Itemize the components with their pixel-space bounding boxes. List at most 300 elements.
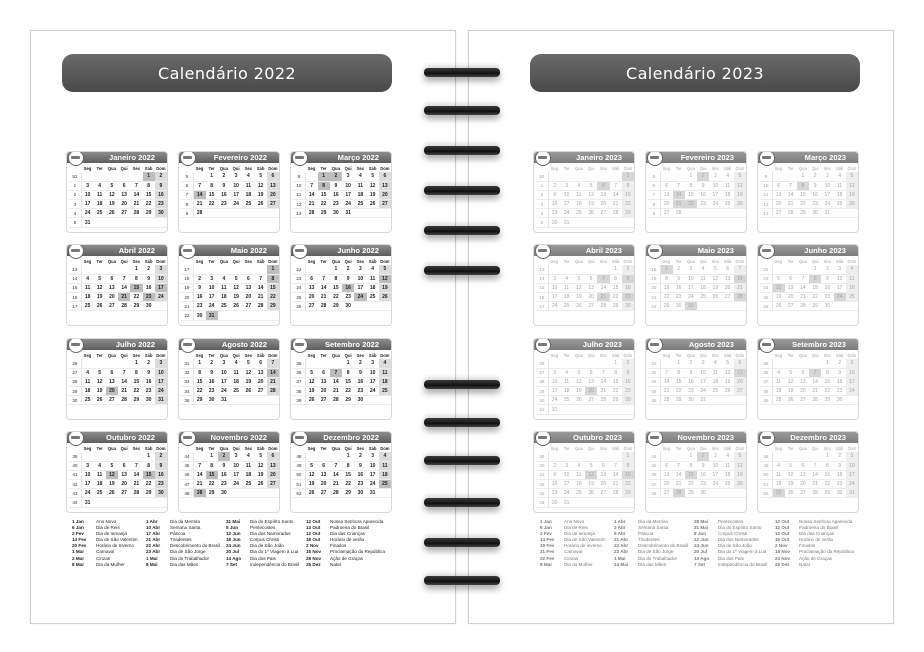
day-cell: 7: [809, 461, 821, 470]
holiday-date: 12 Jun: [226, 531, 241, 537]
day-cell: [242, 311, 254, 320]
weekday-header: Sex: [711, 258, 719, 264]
day-cell: 2: [206, 359, 218, 368]
month-calendar: [290, 431, 392, 513]
day-cell: 20: [106, 293, 118, 302]
weekday-header: Sáb: [256, 445, 265, 451]
week-number: 36: [293, 368, 305, 377]
day-cell: [797, 359, 809, 368]
week-number: 44: [536, 498, 548, 507]
holiday-name: Páscoa: [170, 531, 186, 537]
week-number: 39: [760, 396, 772, 405]
holiday-name: Finados: [330, 543, 347, 549]
day-cell: 8: [130, 274, 142, 283]
day-cell: 1: [685, 172, 697, 181]
day-cell: 12: [106, 470, 118, 479]
day-cell: 4: [218, 274, 230, 283]
day-cell: [354, 209, 366, 218]
day-cell: 18: [242, 190, 254, 199]
day-cell: 17: [155, 283, 167, 292]
day-cell: 9: [673, 274, 685, 283]
holiday-row: [226, 562, 299, 568]
weekday-header: Dom: [268, 258, 278, 264]
weekday-header: Sex: [244, 352, 253, 358]
day-cell: 28: [797, 302, 809, 311]
day-cell: 11: [697, 274, 709, 283]
day-cell: 13: [585, 283, 597, 292]
holiday-name: Dia de São Valentim: [96, 537, 138, 543]
day-cell: 26: [709, 293, 721, 302]
day-cell: 19: [379, 283, 391, 292]
day-cell: 24: [367, 480, 379, 489]
weekday-header: Ter: [208, 258, 215, 264]
day-cell: 11: [94, 470, 106, 479]
day-cell: [585, 498, 597, 507]
day-cell: 16: [155, 470, 167, 479]
day-cell: 2: [342, 265, 354, 274]
month-calendar: [533, 244, 635, 326]
day-cell: [585, 172, 597, 181]
day-cell: 18: [561, 387, 573, 396]
day-cell: [118, 359, 130, 368]
day-cell: 2: [685, 359, 697, 368]
day-cell: 4: [81, 368, 93, 377]
day-cell: [81, 265, 93, 274]
week-number: 1: [69, 181, 81, 190]
day-cell: [106, 452, 118, 461]
day-cell: [846, 396, 858, 405]
day-cell: 16: [218, 470, 230, 479]
day-cell: 26: [94, 396, 106, 405]
day-cell: 27: [318, 489, 330, 498]
holiday-date: 23 Nov: [775, 555, 791, 561]
day-cell: 24: [218, 387, 230, 396]
holiday-column: [146, 519, 220, 568]
day-cell: 2: [834, 359, 846, 368]
day-cell: 7: [785, 181, 797, 190]
day-cell: 24: [155, 293, 167, 302]
weekday-header: Qua: [574, 352, 583, 358]
day-cell: 18: [709, 377, 721, 386]
day-cell: 16: [155, 190, 167, 199]
day-cell: 4: [772, 461, 784, 470]
day-cell: [548, 359, 560, 368]
day-cell: [785, 265, 797, 274]
day-cell: 3: [367, 452, 379, 461]
day-cell: 18: [81, 293, 93, 302]
holiday-name: Dia do Espírito Santo: [718, 525, 762, 531]
day-cell: 9: [354, 461, 366, 470]
day-cell: 28: [130, 209, 142, 218]
weekday-header: Qua: [686, 352, 695, 358]
holiday-name: Dia de São João: [250, 543, 284, 549]
day-cell: 23: [155, 480, 167, 489]
week-number: 27: [536, 368, 548, 377]
day-cell: 15: [342, 470, 354, 479]
day-cell: 4: [94, 181, 106, 190]
weekday-header: Seg: [550, 165, 559, 171]
day-cell: 20: [797, 387, 809, 396]
day-cell: 2: [697, 452, 709, 461]
day-cell: 27: [267, 200, 279, 209]
day-cell: 13: [118, 470, 130, 479]
day-cell: 18: [354, 190, 366, 199]
weekday-header: Sex: [599, 165, 607, 171]
day-cell: 1: [809, 265, 821, 274]
day-cell: 20: [585, 293, 597, 302]
week-number: 46: [648, 470, 660, 479]
day-cell: [597, 498, 609, 507]
day-cell: 17: [230, 190, 242, 199]
week-number: 5: [69, 218, 81, 227]
day-cell: 21: [193, 200, 205, 209]
day-cell: 9: [622, 274, 634, 283]
holiday-name: Semana Santa: [638, 525, 669, 531]
day-cell: 9: [143, 274, 155, 283]
day-cell: 8: [267, 274, 279, 283]
day-cell: 22: [809, 293, 821, 302]
day-cell: 21: [118, 293, 130, 302]
holiday-date: 1 Mai: [146, 555, 158, 561]
day-cell: 5: [734, 452, 746, 461]
holiday-name: Carnaval: [96, 549, 115, 555]
day-cell: 20: [379, 190, 391, 199]
day-cell: 26: [255, 200, 267, 209]
day-cell: 16: [548, 480, 560, 489]
day-cell: 30: [218, 489, 230, 498]
week-number: 51: [760, 480, 772, 489]
holiday-date: 25 Dez: [775, 561, 790, 567]
day-cell: 14: [597, 283, 609, 292]
holiday-name: Dia de Iemanjá: [96, 531, 127, 537]
day-cell: 24: [561, 209, 573, 218]
day-cell: 25: [834, 200, 846, 209]
day-cell: 5: [785, 461, 797, 470]
day-cell: [585, 405, 597, 414]
month-table: [181, 164, 279, 218]
weekday-header: Ter: [208, 352, 215, 358]
day-cell: 18: [81, 387, 93, 396]
weekday-header: Dom: [623, 165, 633, 171]
day-cell: 28: [118, 396, 130, 405]
day-cell: 2: [622, 265, 634, 274]
week-number: 39: [69, 452, 81, 461]
weekday-header: Seg: [307, 352, 316, 358]
day-cell: 10: [230, 461, 242, 470]
holiday-date: 2 Nov: [306, 543, 319, 549]
week-number: 35: [181, 396, 193, 405]
day-cell: [585, 452, 597, 461]
weekday-header: Dom: [847, 258, 857, 264]
weekday-header: Qui: [344, 445, 352, 451]
holiday-date: 13 Ago: [694, 555, 710, 561]
day-cell: [597, 218, 609, 227]
day-cell: 25: [772, 396, 784, 405]
day-cell: 1: [267, 265, 279, 274]
weekday-header: Seg: [195, 352, 204, 358]
day-cell: 10: [548, 377, 560, 386]
month-calendar: [645, 244, 747, 326]
day-cell: 25: [772, 489, 784, 498]
holiday-date: 8 Mai: [146, 561, 158, 567]
day-cell: 16: [143, 377, 155, 386]
weekday-header: Seg: [83, 258, 92, 264]
day-cell: 4: [834, 172, 846, 181]
day-cell: 7: [130, 461, 142, 470]
holiday-date: 28 Mai: [694, 519, 709, 524]
day-cell: 19: [585, 480, 597, 489]
day-cell: 5: [573, 274, 585, 283]
day-cell: 11: [573, 470, 585, 479]
weekday-header: Seg: [307, 258, 316, 264]
day-cell: 9: [218, 461, 230, 470]
day-cell: 3: [218, 359, 230, 368]
day-cell: 1: [130, 359, 142, 368]
week-number: 51: [293, 480, 305, 489]
day-cell: [573, 405, 585, 414]
weekday-header: Dom: [156, 165, 166, 171]
day-cell: [610, 405, 622, 414]
holiday-date: 1 Jan: [72, 519, 84, 524]
month-calendar: [533, 338, 635, 420]
day-cell: 12: [722, 368, 734, 377]
weekday-header: Ter: [96, 258, 103, 264]
week-number: 44: [648, 452, 660, 461]
week-number: 6: [181, 181, 193, 190]
day-cell: 3: [548, 368, 560, 377]
weekday-header: Ter: [320, 352, 327, 358]
holiday-name: Ação de Graças: [799, 555, 832, 561]
weekday-header: Sáb: [835, 258, 844, 264]
day-cell: 8: [342, 461, 354, 470]
day-cell: 5: [585, 461, 597, 470]
day-cell: 30: [622, 302, 634, 311]
holiday-date: 1 Mai: [614, 555, 626, 561]
day-cell: 4: [709, 359, 721, 368]
day-cell: 13: [106, 377, 118, 386]
weekday-header: Qua: [574, 165, 583, 171]
day-cell: 7: [330, 461, 342, 470]
holiday-name: Independência do Brasil: [718, 561, 768, 567]
weekday-header: Qui: [344, 352, 352, 358]
day-cell: 19: [230, 293, 242, 302]
day-cell: 29: [267, 302, 279, 311]
weekday-header: Sex: [356, 352, 365, 358]
weekday-header: Sáb: [368, 445, 377, 451]
day-cell: 8: [660, 274, 672, 283]
day-cell: 31: [206, 311, 218, 320]
week-number: 27: [69, 368, 81, 377]
day-cell: 3: [548, 274, 560, 283]
day-cell: 21: [193, 480, 205, 489]
holiday-name: Pentecostes: [250, 525, 276, 531]
month-table: [69, 444, 167, 508]
day-cell: 6: [597, 461, 609, 470]
day-cell: 18: [367, 283, 379, 292]
week-number: 48: [760, 452, 772, 461]
day-cell: 17: [354, 283, 366, 292]
weekday-header: Ter: [563, 165, 570, 171]
day-cell: 22: [610, 387, 622, 396]
day-cell: 12: [379, 274, 391, 283]
day-cell: 8: [797, 181, 809, 190]
day-cell: 16: [697, 470, 709, 479]
day-cell: 27: [106, 302, 118, 311]
holiday-date: 21 Abr: [146, 537, 161, 543]
weekday-header: Ter: [675, 258, 682, 264]
day-cell: 18: [834, 190, 846, 199]
holiday-name: Dia dos Namorados: [250, 531, 291, 537]
day-cell: 7: [597, 368, 609, 377]
day-cell: 15: [610, 283, 622, 292]
day-cell: 27: [722, 293, 734, 302]
weekday-header: Seg: [550, 445, 559, 451]
day-cell: 26: [305, 489, 317, 498]
day-cell: 1: [622, 172, 634, 181]
day-cell: 6: [772, 181, 784, 190]
week-number: 21: [648, 293, 660, 302]
day-cell: 27: [785, 302, 797, 311]
weekday-header: Ter: [96, 445, 103, 451]
day-cell: 15: [660, 283, 672, 292]
weekday-header: Sáb: [368, 165, 377, 171]
holiday-name: Padroeira do Brasil: [799, 525, 839, 531]
day-cell: 24: [709, 480, 721, 489]
holiday-date: 19 Fev: [540, 543, 555, 549]
day-cell: 5: [106, 461, 118, 470]
month-calendar: [757, 338, 859, 420]
day-cell: 21: [130, 480, 142, 489]
weekday-header: Qui: [232, 352, 240, 358]
day-cell: 8: [821, 368, 833, 377]
binding-ring: [424, 226, 500, 235]
month-title: Janeiro 2023: [534, 152, 634, 163]
day-cell: 29: [610, 302, 622, 311]
day-cell: 21: [267, 377, 279, 386]
day-cell: 11: [218, 283, 230, 292]
week-number: 31: [181, 359, 193, 368]
day-cell: 17: [206, 293, 218, 302]
week-number: 9: [181, 209, 193, 218]
weekday-header: Qua: [798, 445, 807, 451]
day-cell: 5: [305, 461, 317, 470]
day-cell: 16: [685, 377, 697, 386]
week-number: 4: [69, 209, 81, 218]
day-cell: 29: [622, 209, 634, 218]
day-cell: 23: [193, 302, 205, 311]
weekday-header: Seg: [550, 258, 559, 264]
day-cell: 14: [118, 283, 130, 292]
day-cell: 10: [709, 181, 721, 190]
holiday-name: Dia das Mães: [170, 561, 199, 567]
day-cell: 24: [155, 387, 167, 396]
day-cell: 23: [834, 387, 846, 396]
day-cell: [573, 452, 585, 461]
holiday-date: 15 Nov: [306, 549, 322, 555]
day-cell: 24: [697, 387, 709, 396]
day-cell: 30: [143, 396, 155, 405]
day-cell: 9: [548, 470, 560, 479]
day-cell: 20: [242, 293, 254, 302]
day-cell: 22: [610, 293, 622, 302]
day-cell: [734, 302, 746, 311]
week-number: 28: [536, 377, 548, 386]
day-cell: 5: [379, 265, 391, 274]
holiday-name: Padroeira do Brasil: [330, 525, 370, 531]
week-number: 13: [293, 209, 305, 218]
day-cell: 14: [118, 377, 130, 386]
day-cell: 30: [548, 218, 560, 227]
holiday-date: 1 Abr: [146, 519, 158, 524]
day-cell: 3: [342, 172, 354, 181]
day-cell: 9: [548, 190, 560, 199]
day-cell: 1: [660, 265, 672, 274]
day-cell: 22: [821, 480, 833, 489]
day-cell: 14: [330, 470, 342, 479]
week-number: 17: [69, 302, 81, 311]
month-calendar: [290, 244, 392, 326]
day-cell: 10: [846, 461, 858, 470]
day-cell: 31: [846, 489, 858, 498]
day-cell: 26: [242, 387, 254, 396]
day-cell: 28: [318, 302, 330, 311]
weekday-header: Seg: [774, 165, 783, 171]
holiday-row: [306, 562, 385, 568]
day-cell: [367, 209, 379, 218]
holiday-date: 22 Abr: [614, 543, 629, 549]
week-number: 33: [648, 377, 660, 386]
day-cell: 27: [797, 489, 809, 498]
holiday-column: [614, 519, 688, 568]
day-cell: 30: [622, 396, 634, 405]
weekday-header: Sáb: [144, 445, 153, 451]
day-cell: 3: [81, 181, 93, 190]
day-cell: 24: [846, 387, 858, 396]
holiday-date: 22 Fev: [540, 555, 555, 561]
holiday-name: Dia de Iemanjá: [564, 531, 595, 537]
holiday-date: 24 Jun: [694, 543, 709, 549]
day-cell: 6: [118, 181, 130, 190]
day-cell: 29: [193, 396, 205, 405]
day-cell: 28: [673, 489, 685, 498]
day-cell: 6: [379, 172, 391, 181]
day-cell: 22: [330, 293, 342, 302]
holiday-date: 5 Jun: [226, 525, 238, 531]
day-cell: [797, 452, 809, 461]
day-cell: [597, 265, 609, 274]
day-cell: 30: [143, 302, 155, 311]
day-cell: 8: [685, 181, 697, 190]
day-cell: 11: [722, 181, 734, 190]
weekday-header: Seg: [662, 258, 671, 264]
week-number: 14: [69, 274, 81, 283]
day-cell: 11: [379, 368, 391, 377]
day-cell: 25: [709, 387, 721, 396]
day-cell: 17: [709, 470, 721, 479]
day-cell: 20: [305, 293, 317, 302]
day-cell: 16: [143, 283, 155, 292]
day-cell: 2: [622, 359, 634, 368]
day-cell: 27: [597, 209, 609, 218]
week-number: 23: [760, 274, 772, 283]
day-cell: 28: [809, 396, 821, 405]
day-cell: 13: [379, 181, 391, 190]
day-cell: 18: [94, 200, 106, 209]
holiday-name: Horário de verão: [330, 537, 365, 543]
weekday-header: Seg: [195, 445, 204, 451]
day-cell: 1: [622, 452, 634, 461]
weekday-header: Sáb: [723, 352, 732, 358]
